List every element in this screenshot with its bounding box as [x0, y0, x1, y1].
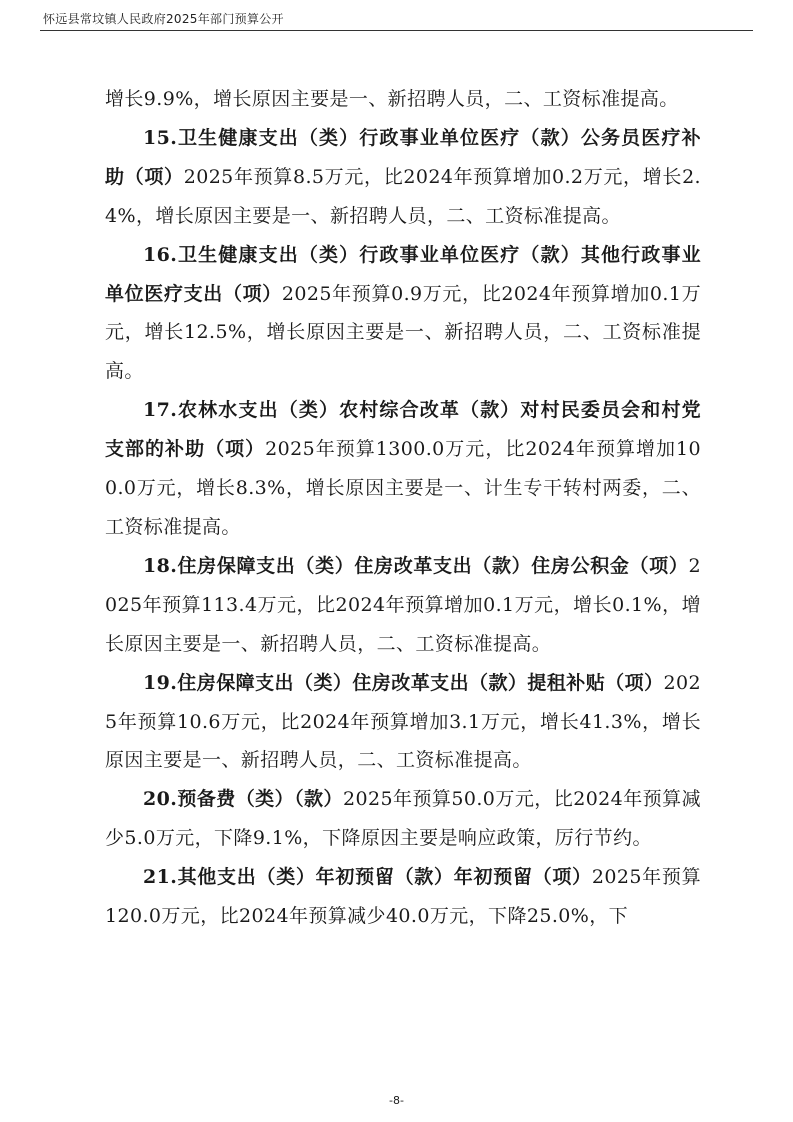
- paragraph-text: 增长9.9%，增长原因主要是一、新招聘人员，二、工资标准提高。: [105, 88, 679, 110]
- paragraph-heading: 15.卫生健康支出（类）行政事业单位医疗（款）公务员医疗补助（项）: [105, 126, 701, 188]
- paragraph-heading: 20.预备费（类）（款）: [143, 788, 343, 811]
- paragraph-heading: 18.住房保障支出（类）住房改革支出（款）住房公积金（项）: [143, 554, 689, 577]
- paragraph-heading: 17.农林水支出（类）农村综合改革（款）对村民委员会和村党支部的补助（项）: [105, 399, 701, 461]
- paragraph-18: [105, 547, 701, 664]
- paragraph-16: [105, 236, 701, 392]
- document-body: [105, 80, 701, 936]
- paragraph-text: 2025年预算1300.0万元，比2024年预算增加100.0万元，增长8.3%，增长原因主要是一、计生专干转村两委，二、工资标准提高。: [105, 438, 701, 538]
- paragraph-heading: 16.卫生健康支出（类）行政事业单位医疗（款）其他行政事业单位医疗支出（项）: [105, 243, 701, 305]
- header-divider: [40, 30, 753, 31]
- paragraph-heading: 21.其他支出（类）年初预留（款）年初预留（项）: [143, 866, 592, 889]
- paragraph-heading: 19.住房保障支出（类）住房改革支出（款）提租补贴（项）: [143, 671, 664, 694]
- paragraph-15: [105, 119, 701, 236]
- paragraph-text: 2025年预算50.0万元，比2024年预算减少5.0万元，下降9.1%，下降原因主要是响应政策，厉行节约。: [105, 788, 702, 850]
- page-number: -8-: [389, 1094, 404, 1107]
- paragraph-text: 2025年预算120.0万元，比2024年预算减少40.0万元，下降25.0%，下: [105, 866, 701, 928]
- paragraph-19: [105, 664, 701, 781]
- paragraph-text: 2025年预算8.5万元，比2024年预算增加0.2万元，增长2.4%，增长原因主要是一、新招聘人员，二、工资标准提高。: [105, 165, 702, 227]
- paragraph-text: 2025年预算113.4万元，比2024年预算增加0.1万元，增长0.1%，增长原因主要是一、新招聘人员，二、工资标准提高。: [105, 554, 701, 655]
- paragraph-20: [105, 780, 701, 858]
- paragraph-text: 2025年预算10.6万元，比2024年预算增加3.1万元，增长41.3%，增长原因主要是一、新招聘人员，二、工资标准提高。: [105, 671, 701, 772]
- paragraph-17: [105, 391, 701, 547]
- running-header: 怀远县常坟镇人民政府2025年部门预算公开: [43, 12, 284, 26]
- paragraph-21: [105, 858, 701, 936]
- paragraph-text: 2025年预算0.9万元，比2024年预算增加0.1万元，增长12.5%，增长原因主要是一、新招聘人员，二、工资标准提高。: [105, 282, 701, 383]
- paragraph-14-continuation: [105, 80, 701, 119]
